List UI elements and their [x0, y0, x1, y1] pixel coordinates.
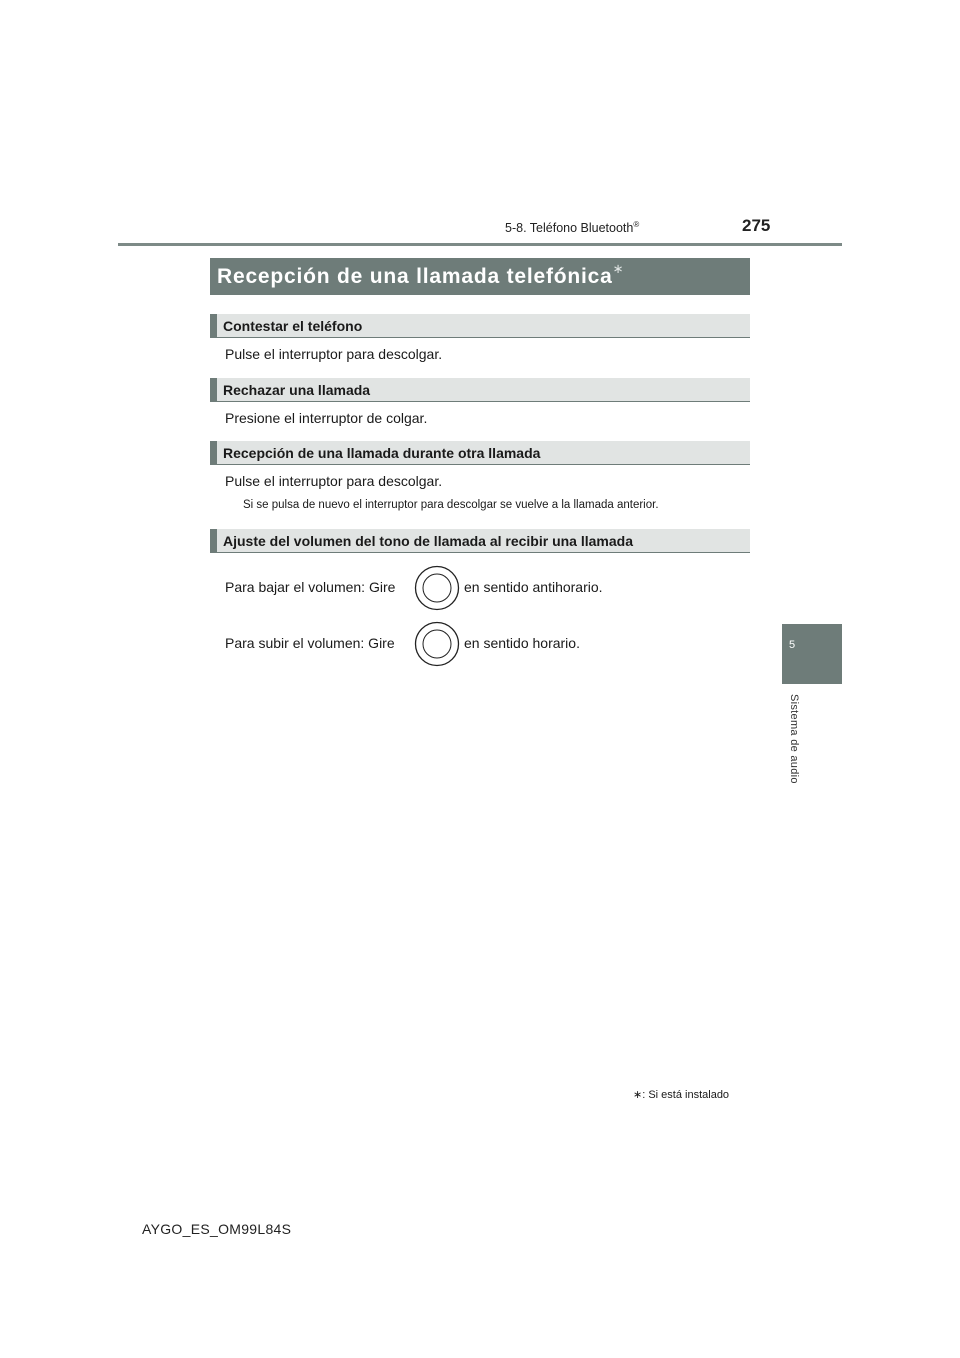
volume-up-text-before: Para subir el volumen: Gire: [225, 635, 395, 651]
chapter-label: Sistema de audio: [788, 694, 800, 784]
section-text-answer: Pulse el interruptor para descolgar.: [225, 346, 443, 362]
footnote-text: : Si está instalado: [642, 1089, 730, 1101]
page-title: [210, 258, 750, 295]
chapter-tab: [782, 624, 842, 684]
chapter-number: 5: [789, 639, 796, 651]
registered-mark: ®: [633, 220, 640, 229]
section-note-call-waiting: Si se pulsa de nuevo el interruptor para descolgar se vuelve a la llamada anterior.: [243, 499, 659, 511]
volume-knob-icon: [414, 565, 460, 611]
volume-down-text-after: en sentido antihorario.: [464, 579, 603, 595]
page-title-text: Recepción de una llamada telefónica: [217, 265, 613, 288]
volume-up-text-after: en sentido horario.: [464, 635, 580, 651]
section-heading-ringtone-volume: Ajuste del volumen del tono de llamada al recibir una llamada: [210, 529, 750, 553]
header-section-text: 5-8. Teléfono Bluetooth: [505, 221, 634, 236]
footnote-asterisk-icon: ∗: [633, 1089, 643, 1101]
section-heading-answer: Contestar el teléfono: [210, 314, 750, 338]
installed-asterisk-icon: ∗: [612, 261, 625, 276]
section-heading-call-waiting: Recepción de una llamada durante otra llamada: [210, 441, 750, 465]
page-number: 275: [742, 216, 771, 235]
header-rule: [118, 243, 842, 246]
section-text-reject: Presione el interruptor de colgar.: [225, 410, 428, 426]
document-code: AYGO_ES_OM99L84S: [142, 1221, 292, 1237]
footnote: [633, 1088, 729, 1101]
volume-down-text-before: Para bajar el volumen: Gire: [225, 579, 396, 595]
section-heading-reject: Rechazar una llamada: [210, 378, 750, 402]
volume-knob-icon: [414, 621, 460, 667]
header-section-title: [505, 220, 639, 235]
section-text-call-waiting: Pulse el interruptor para descolgar.: [225, 473, 443, 489]
